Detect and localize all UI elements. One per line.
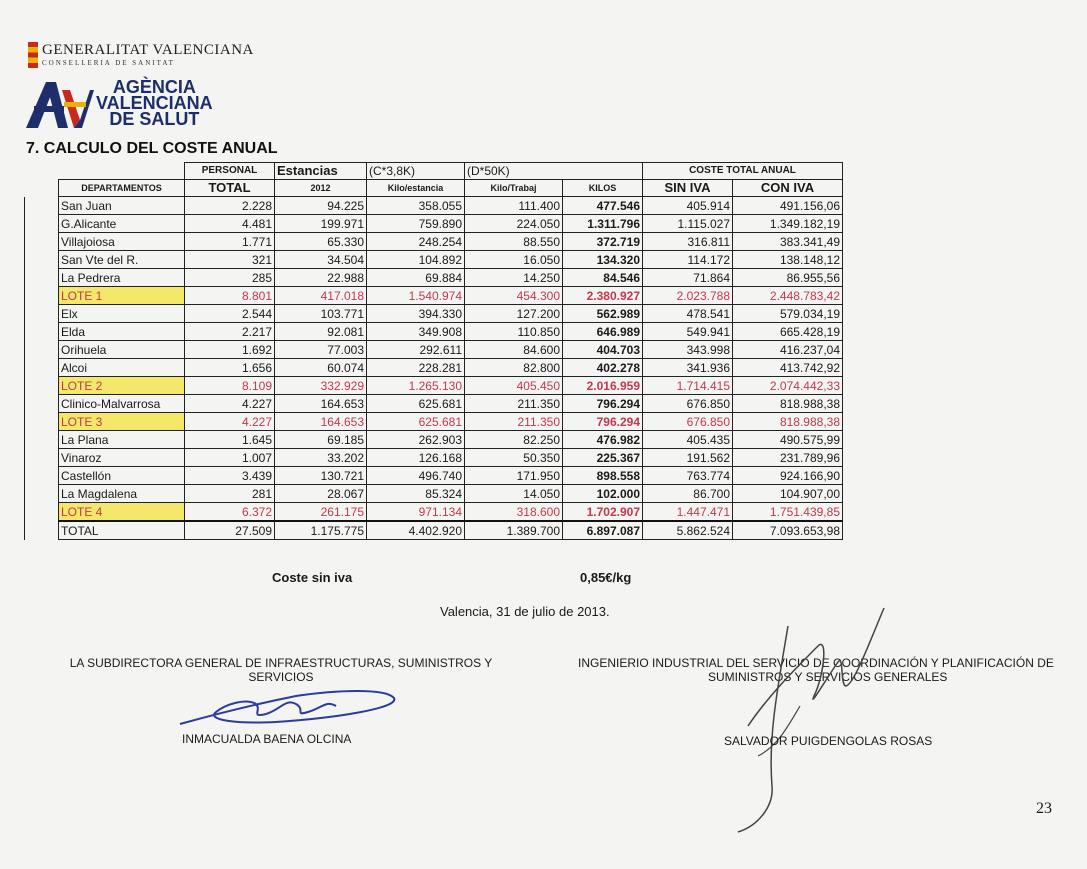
header-kilo-estancia: Kilo/estancia: [367, 180, 465, 197]
row-name: LOTE 3: [59, 413, 185, 431]
cell-kilo-estancia: 1.540.974: [367, 287, 465, 305]
generalitat-emblem-icon: [28, 42, 38, 68]
cell-personal: 2.217: [185, 323, 275, 341]
cell-sin-iva: 1.115.027: [643, 215, 733, 233]
cell-kilo-trabaj: 211.350: [465, 395, 563, 413]
cell-kilo-estancia: 1.265.130: [367, 377, 465, 395]
cell-estancias: 261.175: [275, 503, 367, 522]
cell-personal: 4.227: [185, 395, 275, 413]
cell-estancias: 94.225: [275, 197, 367, 215]
right-signer-title-line-1: INGENIERIO INDUSTRIAL DEL SERVICIO DE COORDINACIÓN Y PLANIFICACIÓN DE: [578, 656, 1054, 670]
cell-kilos: 476.982: [563, 431, 643, 449]
summary-label: Coste sin iva: [272, 570, 353, 585]
cell-con-iva: 924.166,90: [733, 467, 843, 485]
cell-kilo-trabaj: 1.389.700: [465, 521, 563, 540]
cell-kilos: 404.703: [563, 341, 643, 359]
cell-estancias: 65.330: [275, 233, 367, 251]
cell-sin-iva: 478.541: [643, 305, 733, 323]
cell-sin-iva: 2.023.788: [643, 287, 733, 305]
cell-personal: 1.656: [185, 359, 275, 377]
cell-con-iva: 665.428,19: [733, 323, 843, 341]
cell-kilos: 2.016.959: [563, 377, 643, 395]
row-name: La Plana: [59, 431, 185, 449]
row-margin: [25, 467, 59, 485]
header-sin-iva: SIN IVA: [643, 180, 733, 197]
agencia-logo-icon: [24, 80, 94, 130]
row-name: Orihuela: [59, 341, 185, 359]
cell-con-iva: 491.156,06: [733, 197, 843, 215]
header-con-iva: CON IVA: [733, 180, 843, 197]
agencia-line-3: DE SALUT: [109, 109, 200, 129]
cell-kilo-estancia: 971.134: [367, 503, 465, 522]
cell-con-iva: 818.988,38: [733, 395, 843, 413]
cell-sin-iva: 1.714.415: [643, 377, 733, 395]
row-margin: [25, 359, 59, 377]
cell-kilo-estancia: 496.740: [367, 467, 465, 485]
header-total: TOTAL: [185, 180, 275, 197]
cell-kilo-estancia: 4.402.920: [367, 521, 465, 540]
cell-kilos: 84.546: [563, 269, 643, 287]
table-row: [25, 449, 843, 467]
cell-kilo-trabaj: 82.800: [465, 359, 563, 377]
cell-personal: 321: [185, 251, 275, 269]
cell-personal: 2.544: [185, 305, 275, 323]
cell-kilo-estancia: 104.892: [367, 251, 465, 269]
row-margin: [25, 503, 59, 522]
cell-kilos: 134.320: [563, 251, 643, 269]
row-name: G.Alicante: [59, 215, 185, 233]
row-margin: [25, 233, 59, 251]
cell-kilo-estancia: 248.254: [367, 233, 465, 251]
cell-kilos: 562.989: [563, 305, 643, 323]
cell-sin-iva: 343.998: [643, 341, 733, 359]
cell-kilo-estancia: 292.611: [367, 341, 465, 359]
cell-estancias: 164.653: [275, 395, 367, 413]
cell-kilo-trabaj: 318.600: [465, 503, 563, 522]
cell-kilo-trabaj: 88.550: [465, 233, 563, 251]
table-lote-row: [25, 377, 843, 395]
row-name: Alcoi: [59, 359, 185, 377]
cell-personal: 8.109: [185, 377, 275, 395]
header-estancias: Estancias: [275, 163, 367, 180]
cell-sin-iva: 763.774: [643, 467, 733, 485]
left-signer-name: INMACUALDA BAENA OLCINA: [182, 732, 352, 746]
cell-con-iva: 1.751.439,85: [733, 503, 843, 522]
row-margin: [25, 269, 59, 287]
cell-kilo-trabaj: 127.200: [465, 305, 563, 323]
row-name: Castellón: [59, 467, 185, 485]
table-row: [25, 323, 843, 341]
table-row: [25, 431, 843, 449]
cell-kilos: 402.278: [563, 359, 643, 377]
cell-kilo-estancia: 69.884: [367, 269, 465, 287]
cell-kilos: 796.294: [563, 395, 643, 413]
cell-con-iva: 416.237,04: [733, 341, 843, 359]
cell-con-iva: 7.093.653,98: [733, 521, 843, 540]
cell-sin-iva: 114.172: [643, 251, 733, 269]
cell-personal: 281: [185, 485, 275, 503]
cell-con-iva: 490.575,99: [733, 431, 843, 449]
table-row: [25, 233, 843, 251]
cell-kilo-estancia: 228.281: [367, 359, 465, 377]
cell-con-iva: 818.988,38: [733, 413, 843, 431]
cell-personal: 1.007: [185, 449, 275, 467]
cell-sin-iva: 676.850: [643, 413, 733, 431]
cell-con-iva: 138.148,12: [733, 251, 843, 269]
cell-personal: 4.481: [185, 215, 275, 233]
row-margin: [25, 197, 59, 215]
cell-kilo-estancia: 126.168: [367, 449, 465, 467]
cell-kilo-trabaj: 224.050: [465, 215, 563, 233]
cell-sin-iva: 405.914: [643, 197, 733, 215]
place-date: Valencia, 31 de julio de 2013.: [440, 604, 610, 619]
table-lote-row: [25, 413, 843, 431]
cell-kilos: 6.897.087: [563, 521, 643, 540]
table-row: [25, 467, 843, 485]
cell-kilo-estancia: 625.681: [367, 413, 465, 431]
cell-kilo-estancia: 358.055: [367, 197, 465, 215]
cell-kilos: 2.380.927: [563, 287, 643, 305]
cell-sin-iva: 341.936: [643, 359, 733, 377]
cell-kilo-trabaj: 84.600: [465, 341, 563, 359]
agencia-name: [96, 79, 213, 127]
row-name: Vinaroz: [59, 449, 185, 467]
row-name: LOTE 2: [59, 377, 185, 395]
cell-kilos: 1.311.796: [563, 215, 643, 233]
row-margin: [25, 449, 59, 467]
row-name: La Pedrera: [59, 269, 185, 287]
cell-kilo-trabaj: 14.250: [465, 269, 563, 287]
section-title: 7. CALCULO DEL COSTE ANUAL: [26, 140, 278, 157]
cell-con-iva: 104.907,00: [733, 485, 843, 503]
cell-kilos: 102.000: [563, 485, 643, 503]
left-signature-icon: [176, 684, 406, 730]
row-margin: [25, 305, 59, 323]
table-row: [25, 485, 843, 503]
table-row: [25, 215, 843, 233]
cell-personal: 27.509: [185, 521, 275, 540]
cell-personal: 1.771: [185, 233, 275, 251]
generalitat-title: GENERALITAT VALENCIANA: [42, 42, 254, 58]
annual-cost-table: [24, 162, 843, 540]
row-name: San Vte del R.: [59, 251, 185, 269]
cell-kilo-trabaj: 16.050: [465, 251, 563, 269]
cell-kilo-trabaj: 211.350: [465, 413, 563, 431]
table-row: [25, 359, 843, 377]
row-margin: [25, 377, 59, 395]
cell-kilos: 477.546: [563, 197, 643, 215]
header-kilos: KILOS: [563, 180, 643, 197]
header-departamentos: DEPARTAMENTOS: [59, 180, 185, 197]
cell-estancias: 22.988: [275, 269, 367, 287]
table-row: [25, 341, 843, 359]
cell-kilos: 1.702.907: [563, 503, 643, 522]
left-signer-title: [42, 656, 520, 684]
page-number: 23: [1036, 800, 1052, 817]
row-margin: [25, 413, 59, 431]
cell-estancias: 69.185: [275, 431, 367, 449]
cell-con-iva: 231.789,96: [733, 449, 843, 467]
row-name: Villajoiosa: [59, 233, 185, 251]
cell-con-iva: 86.955,56: [733, 269, 843, 287]
table-row: [25, 251, 843, 269]
cell-con-iva: 413.742,92: [733, 359, 843, 377]
table-row: [25, 269, 843, 287]
row-margin: [25, 485, 59, 503]
cell-kilo-estancia: 394.330: [367, 305, 465, 323]
row-name: La Magdalena: [59, 485, 185, 503]
cell-estancias: 103.771: [275, 305, 367, 323]
cell-estancias: 28.067: [275, 485, 367, 503]
agencia-line-2: VALENCIANA: [96, 93, 213, 113]
table-row: [25, 197, 843, 215]
cell-con-iva: 2.448.783,42: [733, 287, 843, 305]
cell-sin-iva: 5.862.524: [643, 521, 733, 540]
row-margin: [25, 431, 59, 449]
cell-con-iva: 2.074.442,33: [733, 377, 843, 395]
cell-kilos: 898.558: [563, 467, 643, 485]
header-personal: PERSONAL: [185, 163, 275, 180]
table-row: [25, 395, 843, 413]
cell-kilos: 225.367: [563, 449, 643, 467]
cell-sin-iva: 1.447.471: [643, 503, 733, 522]
cell-personal: 2.228: [185, 197, 275, 215]
left-signer-title-line-1: LA SUBDIRECTORA GENERAL DE INFRAESTRUCTURAS, SUMINISTROS Y: [69, 656, 493, 670]
cell-sin-iva: 676.850: [643, 395, 733, 413]
table-header-row-1: [25, 163, 843, 180]
cell-kilo-estancia: 262.903: [367, 431, 465, 449]
cell-kilo-estancia: 625.681: [367, 395, 465, 413]
cell-kilo-trabaj: 111.400: [465, 197, 563, 215]
header-c-formula: (C*3,8K): [367, 163, 465, 180]
cell-personal: 285: [185, 269, 275, 287]
cell-sin-iva: 549.941: [643, 323, 733, 341]
cell-personal: 1.692: [185, 341, 275, 359]
cell-estancias: 60.074: [275, 359, 367, 377]
cell-con-iva: 383.341,49: [733, 233, 843, 251]
row-margin: [25, 323, 59, 341]
cell-estancias: 1.175.775: [275, 521, 367, 540]
table-header-row-2: [25, 180, 843, 197]
cell-personal: 8.801: [185, 287, 275, 305]
row-margin: [25, 215, 59, 233]
cell-sin-iva: 405.435: [643, 431, 733, 449]
row-margin: [25, 395, 59, 413]
table-lote-row: [25, 287, 843, 305]
cell-kilo-trabaj: 405.450: [465, 377, 563, 395]
cell-con-iva: 1.349.182,19: [733, 215, 843, 233]
conselleria-subtitle: CONSELLERIA DE SANITAT: [42, 59, 175, 67]
row-margin: [25, 287, 59, 305]
table-lote-row: [25, 503, 843, 522]
agencia-line-1: AGÈNCIA: [112, 77, 196, 97]
cell-kilo-trabaj: 171.950: [465, 467, 563, 485]
left-signer-title-line-2: SERVICIOS: [248, 670, 314, 684]
row-name: LOTE 1: [59, 287, 185, 305]
row-name: Clinico-Malvarrosa: [59, 395, 185, 413]
cell-personal: 6.372: [185, 503, 275, 522]
row-margin: [25, 341, 59, 359]
cell-estancias: 92.081: [275, 323, 367, 341]
header-d-formula: (D*50K): [465, 163, 643, 180]
table-row: [25, 305, 843, 323]
cell-estancias: 417.018: [275, 287, 367, 305]
cell-estancias: 34.504: [275, 251, 367, 269]
cell-kilos: 646.989: [563, 323, 643, 341]
cell-kilos: 372.719: [563, 233, 643, 251]
cell-sin-iva: 316.811: [643, 233, 733, 251]
header-coste-total: COSTE TOTAL ANUAL: [643, 163, 843, 180]
row-name: TOTAL: [59, 521, 185, 540]
row-name: Elda: [59, 323, 185, 341]
row-name: LOTE 4: [59, 503, 185, 522]
cell-personal: 3.439: [185, 467, 275, 485]
cell-personal: 4.227: [185, 413, 275, 431]
cell-kilo-estancia: 759.890: [367, 215, 465, 233]
right-signer-title-line-2: SUMINISTROS Y SERVICIOS GENERALES: [708, 670, 948, 684]
summary-value: 0,85€/kg: [580, 570, 632, 585]
header-year: 2012: [275, 180, 367, 197]
right-signer-name: SALVADOR PUIGDENGOLAS ROSAS: [724, 734, 933, 748]
cell-kilo-estancia: 85.324: [367, 485, 465, 503]
cell-estancias: 77.003: [275, 341, 367, 359]
cell-estancias: 130.721: [275, 467, 367, 485]
cell-sin-iva: 86.700: [643, 485, 733, 503]
row-margin: [25, 251, 59, 269]
header-kilo-trabaj: Kilo/Trabaj: [465, 180, 563, 197]
table-total-row: [25, 521, 843, 540]
cell-con-iva: 579.034,19: [733, 305, 843, 323]
cell-kilo-trabaj: 14.050: [465, 485, 563, 503]
cell-personal: 1.645: [185, 431, 275, 449]
cell-kilo-trabaj: 454.300: [465, 287, 563, 305]
row-name: San Juan: [59, 197, 185, 215]
cell-estancias: 199.971: [275, 215, 367, 233]
row-name: Elx: [59, 305, 185, 323]
cell-kilo-trabaj: 110.850: [465, 323, 563, 341]
cell-sin-iva: 71.864: [643, 269, 733, 287]
cell-kilo-estancia: 349.908: [367, 323, 465, 341]
cell-kilo-trabaj: 82.250: [465, 431, 563, 449]
right-signature-icon: [728, 606, 898, 836]
cell-sin-iva: 191.562: [643, 449, 733, 467]
row-margin: [25, 521, 59, 540]
cell-estancias: 164.653: [275, 413, 367, 431]
cell-estancias: 332.929: [275, 377, 367, 395]
cell-estancias: 33.202: [275, 449, 367, 467]
cell-kilos: 796.294: [563, 413, 643, 431]
cell-kilo-trabaj: 50.350: [465, 449, 563, 467]
